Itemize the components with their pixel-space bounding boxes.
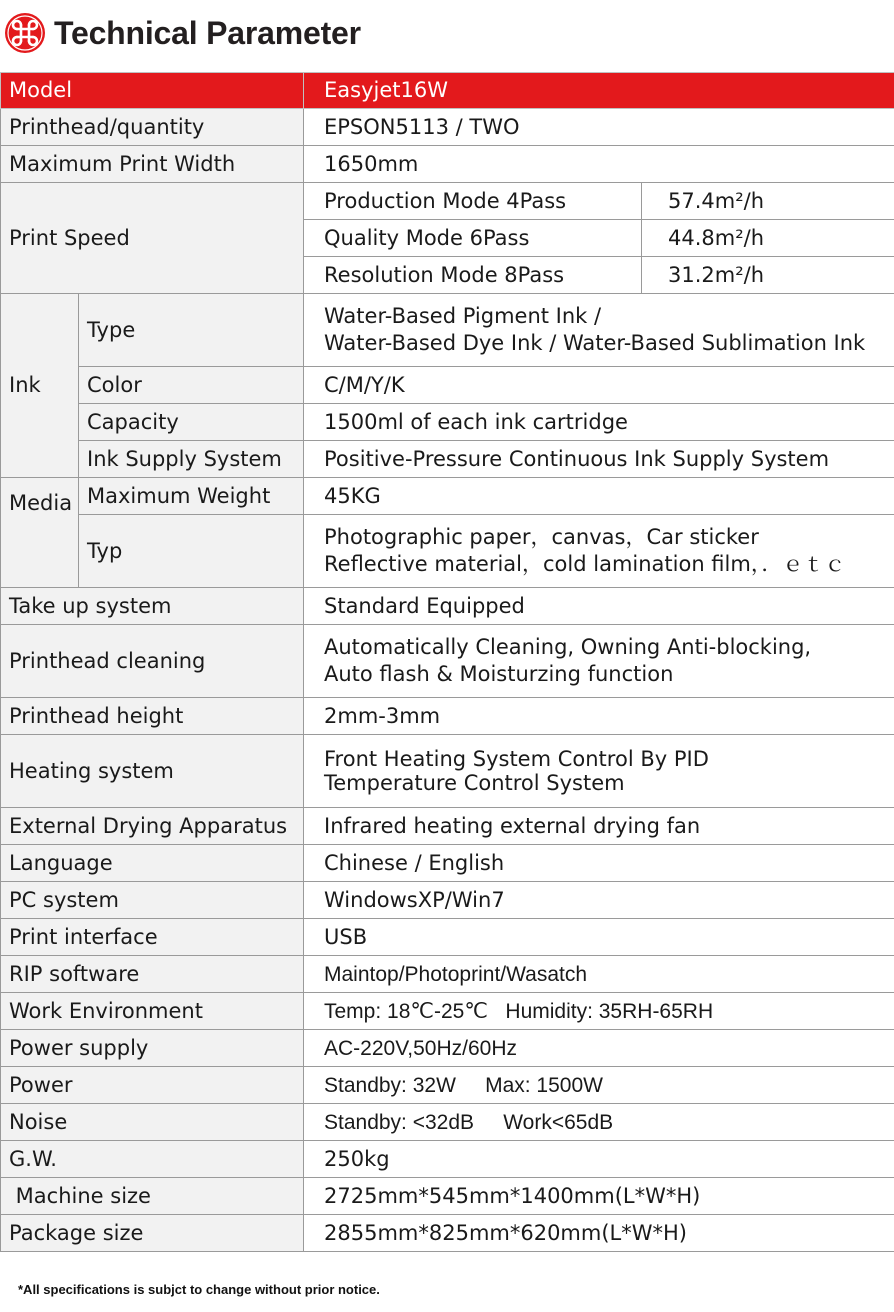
spec-label: Maximum Print Width [1, 146, 304, 183]
spec-value: Infrared heating external drying fan [304, 808, 894, 845]
spec-value-line: Auto flash & Moisturzing function [324, 662, 674, 686]
page-title: Technical Parameter [54, 15, 361, 51]
spec-value: AC-220V,50Hz/60Hz [304, 1030, 894, 1067]
spec-row-drying [1, 808, 894, 845]
spec-table [0, 72, 894, 1252]
header [0, 0, 894, 72]
red-quatrefoil-knot-icon [4, 12, 46, 54]
spec-row-ink-type [1, 294, 894, 367]
spec-row-pc-system [1, 882, 894, 919]
spec-label: G.W. [1, 1141, 304, 1178]
speed-mode: Quality Mode 6Pass [304, 220, 642, 257]
spec-value: 250kg [304, 1141, 894, 1178]
spec-row-media-weight [1, 478, 894, 515]
spec-row-gw [1, 1141, 894, 1178]
spec-value: Standard Equipped [304, 588, 894, 625]
spec-value-line: Water-Based Pigment Ink / [324, 304, 602, 328]
spec-value [304, 294, 894, 367]
spec-row-power-supply [1, 1030, 894, 1067]
spec-value: 2855mm*825mm*620mm(L*W*H) [304, 1215, 894, 1252]
spec-row-printhead-cleaning [1, 625, 894, 698]
spec-value-line: Front Heating System Control By PID [324, 747, 709, 771]
spec-row-ink-capacity [1, 404, 894, 441]
spec-label: Printhead height [1, 698, 304, 735]
spec-label: Printhead/quantity [1, 109, 304, 146]
footnote: *All specifications is subjct to change without prior notice. [18, 1282, 380, 1297]
spec-row-take-up [1, 588, 894, 625]
spec-row-ink-supply [1, 441, 894, 478]
spec-value: 45KG [304, 478, 894, 515]
spec-label: Printhead cleaning [1, 625, 304, 698]
spec-value: WindowsXP/Win7 [304, 882, 894, 919]
spec-row-interface [1, 919, 894, 956]
spec-label: PC system [1, 882, 304, 919]
spec-label: Package size [1, 1215, 304, 1252]
spec-label: RIP software [1, 956, 304, 993]
spec-group-label: Ink [1, 294, 79, 478]
spec-label: Maximum Weight [79, 478, 304, 515]
spec-value-line: Water-Based Dye Ink / Water-Based Sublimation Ink [324, 331, 866, 355]
spec-row-model [1, 73, 894, 109]
spec-value-line: Reflective material，cold lamination film，．ｅｔｃ [324, 552, 846, 576]
speed-mode: Resolution Mode 8Pass [304, 257, 642, 294]
speed-value: 31.2m²/h [642, 257, 894, 294]
spec-value: Standby: 32W Max: 1500W [304, 1067, 894, 1104]
spec-value: Chinese / English [304, 845, 894, 882]
spec-row-noise [1, 1104, 894, 1141]
spec-label: Print interface [1, 919, 304, 956]
speed-value: 57.4m²/h [642, 183, 894, 220]
spec-row-rip [1, 956, 894, 993]
spec-label: Work Environment [1, 993, 304, 1030]
spec-row-max-print-width [1, 146, 894, 183]
spec-row-media-typ [1, 515, 894, 588]
spec-row-environment [1, 993, 894, 1030]
spec-row-package-size [1, 1215, 894, 1252]
spec-value: 2725mm*545mm*1400mm(L*W*H) [304, 1178, 894, 1215]
spec-label: Typ [79, 515, 304, 588]
spec-value [304, 735, 894, 808]
spec-label: Color [79, 367, 304, 404]
spec-group-label: Media [1, 478, 79, 588]
spec-value: Temp: 18℃-25℃ Humidity: 35RH-65RH [304, 993, 894, 1030]
spec-row-ink-color [1, 367, 894, 404]
spec-label: Machine size [1, 1178, 304, 1215]
spec-row-language [1, 845, 894, 882]
spec-value [304, 625, 894, 698]
spec-value: Standby: <32dB Work<65dB [304, 1104, 894, 1141]
spec-label: Model [1, 73, 304, 109]
spec-label: Heating system [1, 735, 304, 808]
spec-label: Language [1, 845, 304, 882]
spec-label: Power supply [1, 1030, 304, 1067]
spec-label: Power [1, 1067, 304, 1104]
spec-label: Noise [1, 1104, 304, 1141]
spec-row-print-speed [1, 183, 894, 220]
spec-label: Ink Supply System [79, 441, 304, 478]
spec-value: Easyjet16W [304, 73, 894, 109]
speed-mode: Production Mode 4Pass [304, 183, 642, 220]
spec-label: Take up system [1, 588, 304, 625]
spec-value: 1500ml of each ink cartridge [304, 404, 894, 441]
spec-label: Capacity [79, 404, 304, 441]
spec-value: USB [304, 919, 894, 956]
spec-value: EPSON5113 / TWO [304, 109, 894, 146]
spec-value-line: Automatically Cleaning, Owning Anti-blocking, [324, 635, 812, 659]
spec-row-printhead-quantity [1, 109, 894, 146]
spec-label: Print Speed [1, 183, 304, 294]
spec-row-power [1, 1067, 894, 1104]
spec-label: External Drying Apparatus [1, 808, 304, 845]
spec-label: Type [79, 294, 304, 367]
spec-value: Positive-Pressure Continuous Ink Supply System [304, 441, 894, 478]
spec-value: Maintop/Photoprint/Wasatch [304, 956, 894, 993]
spec-value [304, 515, 894, 588]
spec-value-line: Temperature Control System [324, 771, 625, 795]
speed-value: 44.8m²/h [642, 220, 894, 257]
spec-value-line: Photographic paper，canvas，Car sticker [324, 525, 759, 549]
spec-row-printhead-height [1, 698, 894, 735]
spec-value: 1650mm [304, 146, 894, 183]
spec-row-machine-size [1, 1178, 894, 1215]
spec-row-heating [1, 735, 894, 808]
spec-value: 2mm-3mm [304, 698, 894, 735]
spec-value: C/M/Y/K [304, 367, 894, 404]
